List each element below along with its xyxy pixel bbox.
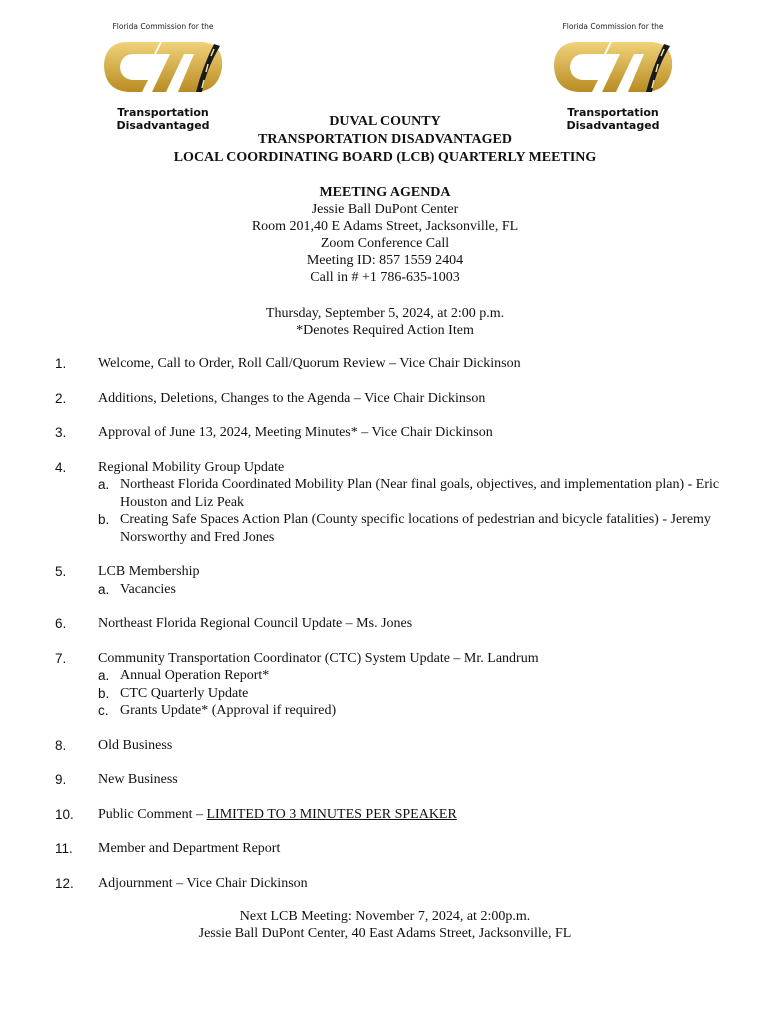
agenda-item bbox=[55, 840, 745, 858]
item-text bbox=[98, 875, 745, 893]
item-title: Northeast Florida Regional Council Update – Ms. Jones bbox=[98, 616, 413, 631]
item-number: 9. bbox=[55, 772, 67, 787]
sub-item-text: CTC Quarterly Update bbox=[120, 685, 249, 701]
agenda-sub-item bbox=[98, 581, 745, 599]
item-title: New Business bbox=[98, 772, 178, 787]
item-title: Adjournment – Vice Chair Dickinson bbox=[98, 875, 308, 891]
item-text bbox=[98, 771, 745, 789]
item-number: 10. bbox=[55, 806, 74, 822]
item-text bbox=[98, 390, 745, 408]
logo-line1: Transportation bbox=[567, 106, 659, 119]
sub-item-letter: a. bbox=[98, 581, 110, 597]
agenda-item bbox=[55, 563, 745, 598]
agenda-item bbox=[55, 424, 745, 442]
item-number: 4. bbox=[55, 459, 67, 475]
agenda-item bbox=[55, 459, 745, 547]
sub-item-text: Creating Safe Spaces Action Plan (County specific locations of pedestrian and bicycle fatalities) - Jeremy Norsworthy and Fred Jones bbox=[120, 512, 711, 545]
sub-item-text: Grants Update* (Approval if required) bbox=[120, 703, 337, 718]
item-text bbox=[98, 650, 745, 668]
room-address: Room 201,40 E Adams Street, Jacksonville, FL bbox=[251, 219, 519, 234]
logo-line1: Transportation bbox=[117, 106, 209, 119]
agenda-item bbox=[55, 806, 745, 824]
sub-item-letter: a. bbox=[98, 668, 110, 683]
item-number: 2. bbox=[55, 390, 67, 406]
item-text bbox=[98, 840, 745, 858]
agenda-sub-item bbox=[98, 667, 745, 685]
item-number: 1. bbox=[55, 356, 67, 371]
item-number: 3. bbox=[55, 425, 67, 440]
sub-item-letter: b. bbox=[98, 512, 110, 527]
agenda-sub-item bbox=[98, 476, 745, 511]
item-title: Approval of June 13, 2024, Meeting Minutes* – Vice Chair Dickinson bbox=[98, 425, 493, 440]
logo-caption: Florida Commission for the bbox=[112, 22, 214, 31]
agenda-sub-item bbox=[98, 702, 745, 720]
date-block bbox=[0, 305, 770, 339]
agenda-item bbox=[55, 737, 745, 755]
sub-item-letter: c. bbox=[98, 703, 109, 718]
item-text bbox=[98, 737, 745, 755]
meeting-id: Meeting ID: 857 1559 2404 bbox=[306, 253, 464, 268]
item-text bbox=[98, 355, 745, 373]
meeting-info bbox=[0, 184, 770, 286]
item-number: 12. bbox=[55, 875, 74, 891]
agenda-item bbox=[55, 650, 745, 720]
zoom-line: Zoom Conference Call bbox=[320, 236, 450, 251]
item-title: LCB Membership bbox=[98, 564, 200, 579]
agenda-item bbox=[55, 355, 745, 373]
document-header bbox=[0, 113, 770, 167]
item-text bbox=[98, 615, 745, 633]
agenda-item bbox=[55, 390, 745, 408]
agenda-item bbox=[55, 771, 745, 789]
agenda-item bbox=[55, 875, 745, 893]
next-meeting: Next LCB Meeting: November 7, 2024, at 2:00p.m. bbox=[239, 909, 531, 924]
item-text bbox=[98, 563, 745, 581]
action-note: *Denotes Required Action Item bbox=[296, 323, 474, 338]
agenda-item bbox=[55, 615, 745, 633]
item-title: Old Business bbox=[98, 737, 173, 753]
item-title: Member and Department Report bbox=[98, 841, 281, 856]
item-title: Welcome, Call to Order, Roll Call/Quorum Review – Vice Chair Dickinson bbox=[98, 356, 521, 371]
sub-item-text: Annual Operation Report* bbox=[120, 668, 270, 683]
footer bbox=[0, 908, 770, 942]
call-in: Call in # +1 786-635-1003 bbox=[310, 270, 460, 285]
sub-item-text: Northeast Florida Coordinated Mobility Plan (Near final goals, objectives, and implementation plan) - Eric Houston and Liz Peak bbox=[120, 477, 720, 510]
logo-line2: Disadvantaged bbox=[116, 119, 210, 132]
item-text bbox=[98, 424, 745, 442]
item-number: 11. bbox=[55, 841, 73, 856]
agenda-sub-item bbox=[98, 511, 745, 546]
item-title: Community Transportation Coordinator (CTC) System Update – Mr. Landrum bbox=[98, 650, 539, 666]
sub-item-letter: a. bbox=[98, 477, 110, 492]
item-number: 6. bbox=[55, 616, 67, 631]
logo-caption: Florida Commission for the bbox=[562, 22, 664, 31]
header-meeting: LOCAL COORDINATING BOARD (LCB) QUARTERLY MEETING bbox=[173, 150, 597, 165]
item-title: Additions, Deletions, Changes to the Agenda – Vice Chair Dickinson bbox=[98, 390, 486, 406]
ctd-mark-icon bbox=[98, 34, 228, 104]
item-number: 7. bbox=[55, 650, 67, 666]
item-title: Public Comment – bbox=[98, 806, 207, 822]
header-org: TRANSPORTATION DISADVANTAGED bbox=[257, 132, 512, 147]
ctd-mark-icon bbox=[548, 34, 678, 104]
item-text bbox=[98, 806, 745, 824]
item-underlined-text: LIMITED TO 3 MINUTES PER SPEAKER bbox=[206, 806, 457, 822]
agenda-list bbox=[55, 355, 745, 909]
next-location: Jessie Ball DuPont Center, 40 East Adams Street, Jacksonville, FL bbox=[198, 926, 572, 941]
venue: Jessie Ball DuPont Center bbox=[311, 202, 459, 217]
header-county: DUVAL COUNTY bbox=[329, 114, 441, 129]
date-time: Thursday, September 5, 2024, at 2:00 p.m. bbox=[265, 306, 505, 321]
sub-item-letter: b. bbox=[98, 685, 110, 701]
agenda-sub-item bbox=[98, 685, 745, 703]
logo-line2: Disadvantaged bbox=[566, 119, 660, 132]
item-number: 5. bbox=[55, 564, 67, 579]
sub-item-text: Vacancies bbox=[120, 581, 176, 597]
item-text bbox=[98, 459, 745, 477]
item-title: Regional Mobility Group Update bbox=[98, 459, 285, 475]
agenda-title: MEETING AGENDA bbox=[319, 185, 451, 200]
item-number: 8. bbox=[55, 737, 67, 753]
